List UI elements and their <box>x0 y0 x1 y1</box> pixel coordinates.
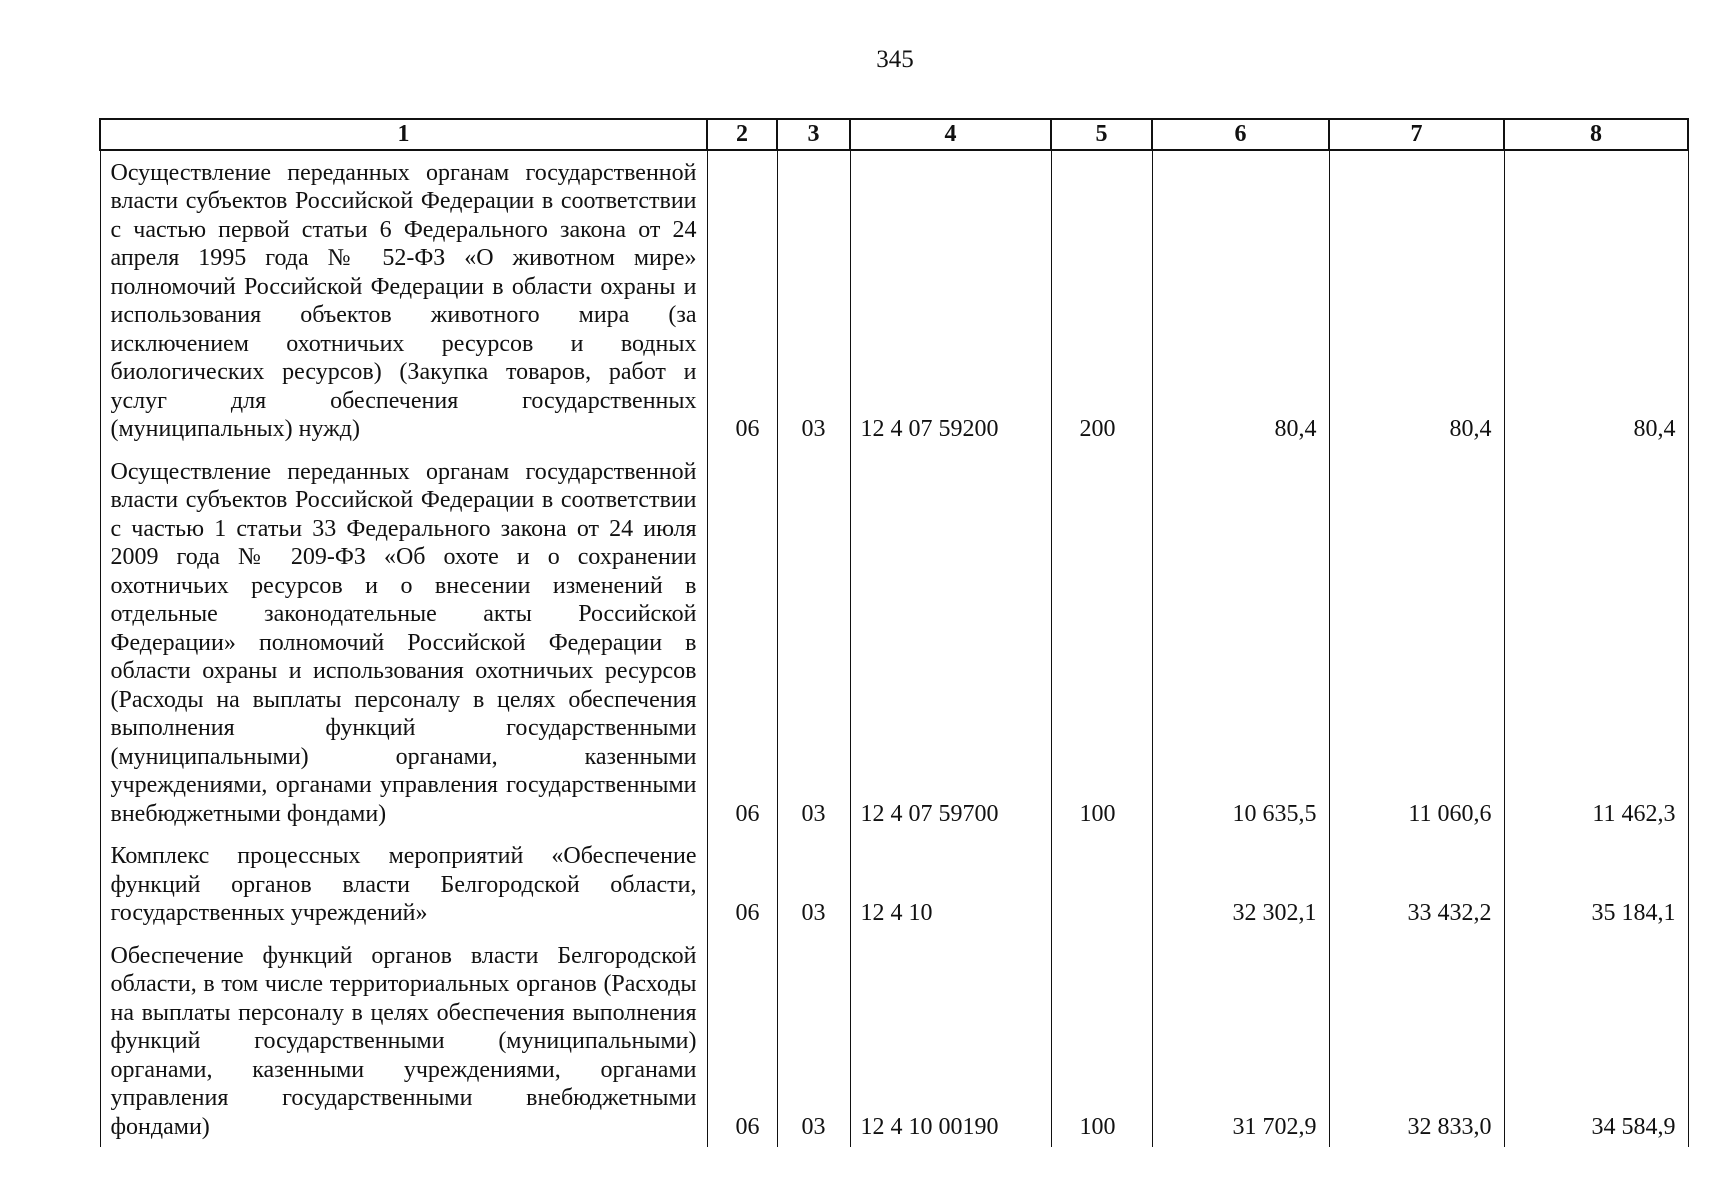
subsection-code: 03 <box>777 150 850 450</box>
column-header: 3 <box>777 119 850 150</box>
amount-year-1: 80,4 <box>1152 150 1329 450</box>
budget-table <box>99 118 1689 1147</box>
expense-name: Комплекс процессных мероприятий «Обеспечение функций органов власти Белгородской области, государственных учреждений» <box>100 834 707 934</box>
column-header: 6 <box>1152 119 1329 150</box>
amount-year-3: 11 462,3 <box>1504 450 1688 835</box>
amount-year-2: 33 432,2 <box>1329 834 1504 934</box>
amount-year-3: 34 584,9 <box>1504 934 1688 1148</box>
expense-name: Осуществление переданных органам государственной власти субъектов Российской Федерации в соответствии с частью 1 статьи 33 Федерального закона от 24 июля 2009 года № 209-ФЗ «Об охоте и о сохранении охотничьих ресурсов и о внесении изменений в отдельные законодательные акты Российской Федерации» полномочий Российской Федерации в области охраны и использования охотничьих ресурсов (Расходы на выплаты персоналу в целях обеспечения выполнения функций государственными (муниципальными) органами, казенными учреждениями, органами управления государственными внебюджетными фондами) <box>100 450 707 835</box>
column-header: 1 <box>100 119 707 150</box>
amount-year-3: 80,4 <box>1504 150 1688 450</box>
subsection-code: 03 <box>777 934 850 1148</box>
expense-type-code: 100 <box>1051 934 1152 1148</box>
target-article-code: 12 4 10 00190 <box>850 934 1051 1148</box>
amount-year-3: 35 184,1 <box>1504 834 1688 934</box>
amount-year-2: 80,4 <box>1329 150 1504 450</box>
header-row <box>100 119 1688 150</box>
section-code: 06 <box>707 834 777 934</box>
table-row <box>100 934 1688 1148</box>
target-article-code: 12 4 07 59700 <box>850 450 1051 835</box>
expense-type-code: 200 <box>1051 150 1152 450</box>
section-code: 06 <box>707 934 777 1148</box>
page-number: 345 <box>876 46 914 73</box>
subsection-code: 03 <box>777 834 850 934</box>
expense-type-code: 100 <box>1051 450 1152 835</box>
amount-year-2: 11 060,6 <box>1329 450 1504 835</box>
amount-year-1: 10 635,5 <box>1152 450 1329 835</box>
table-row <box>100 150 1688 450</box>
column-header: 8 <box>1504 119 1688 150</box>
table-body <box>100 150 1688 1148</box>
target-article-code: 12 4 10 <box>850 834 1051 934</box>
column-header: 5 <box>1051 119 1152 150</box>
table-header <box>100 119 1688 150</box>
amount-year-2: 32 833,0 <box>1329 934 1504 1148</box>
amount-year-1: 31 702,9 <box>1152 934 1329 1148</box>
section-code: 06 <box>707 150 777 450</box>
column-header: 7 <box>1329 119 1504 150</box>
subsection-code: 03 <box>777 450 850 835</box>
expense-name: Обеспечение функций органов власти Белгородской области, в том числе территориальных органов (Расходы на выплаты персоналу в целях обеспечения выполнения функций государственными (муниципальными) органами, казенными учреждениями, органами управления государственными внебюджетными фондами) <box>100 934 707 1148</box>
section-code: 06 <box>707 450 777 835</box>
column-header: 2 <box>707 119 777 150</box>
column-header: 4 <box>850 119 1051 150</box>
expense-type-code <box>1051 834 1152 934</box>
table-row <box>100 834 1688 934</box>
target-article-code: 12 4 07 59200 <box>850 150 1051 450</box>
expense-name: Осуществление переданных органам государственной власти субъектов Российской Федерации в соответствии с частью первой статьи 6 Федерального закона от 24 апреля 1995 года № 52-ФЗ «О животном мире» полномочий Российской Федерации в области охраны и использования объектов животного мира (за исключением охотничьих ресурсов и водных биологических ресурсов) (Закупка товаров, работ и услуг для обеспечения государственных (муниципальных) нужд) <box>100 150 707 450</box>
table-row <box>100 450 1688 835</box>
amount-year-1: 32 302,1 <box>1152 834 1329 934</box>
